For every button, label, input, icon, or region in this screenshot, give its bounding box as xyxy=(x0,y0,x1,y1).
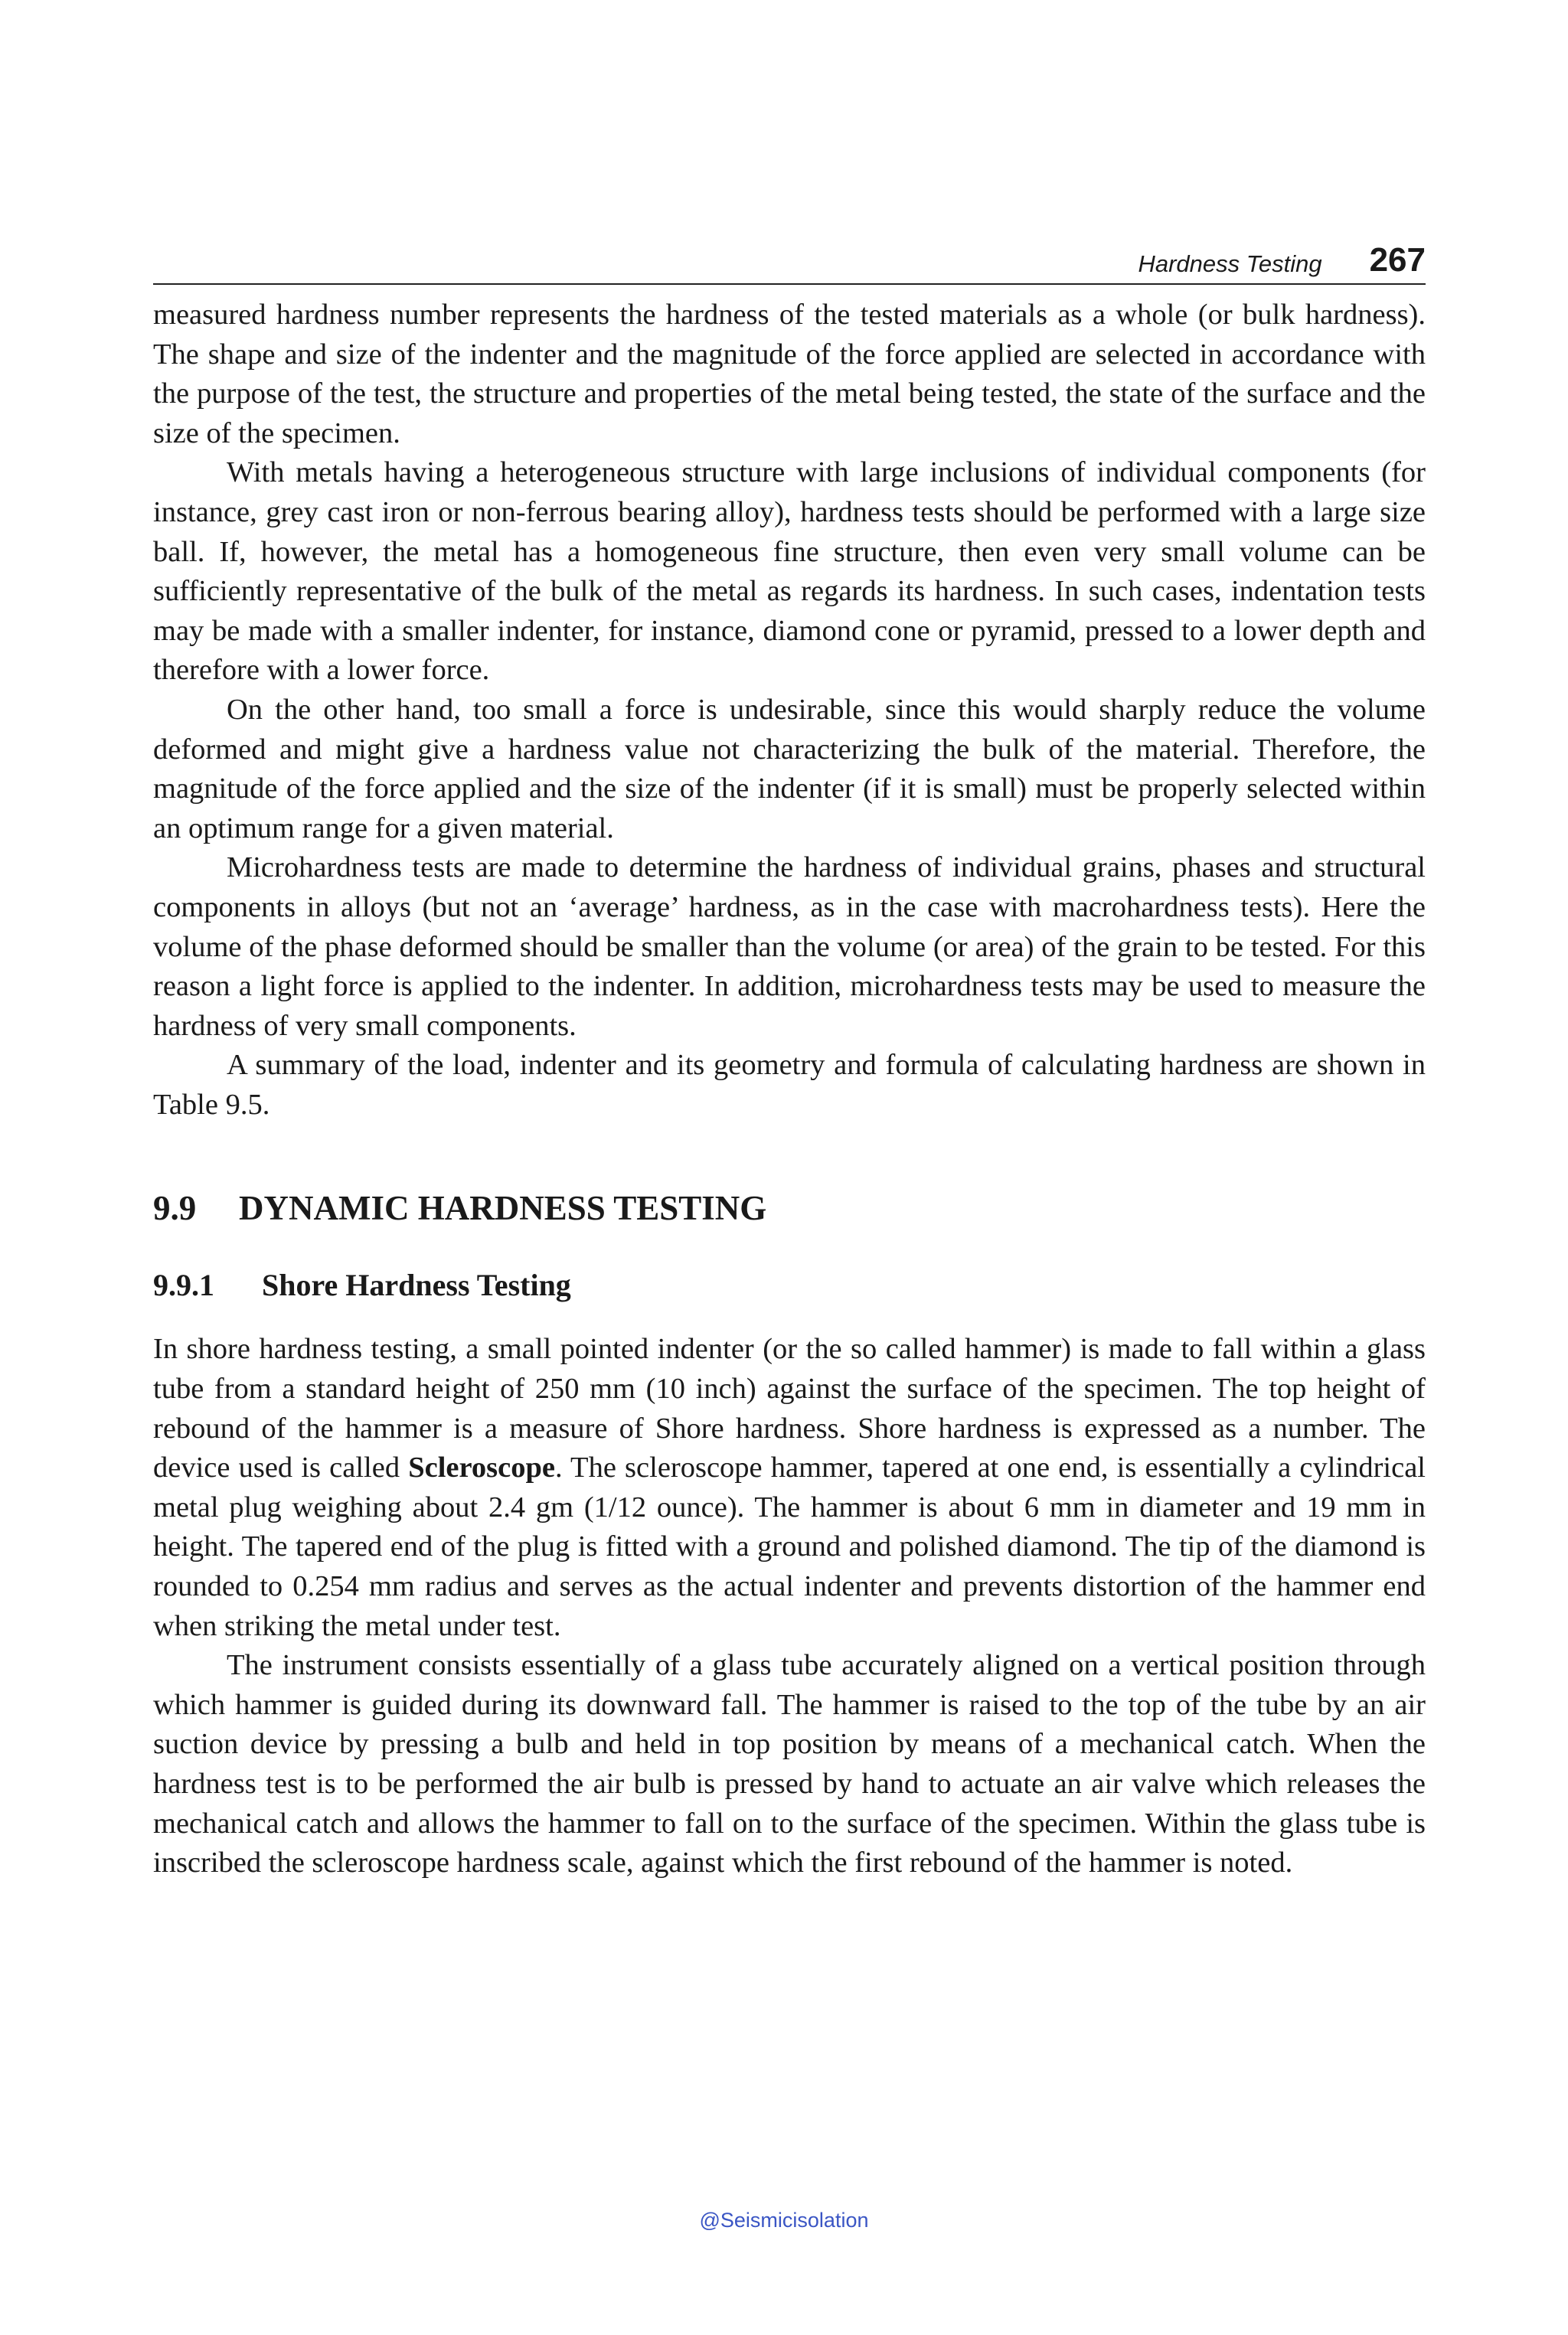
watermark xyxy=(0,2209,1568,2232)
subsection-heading xyxy=(153,1267,1426,1304)
section-heading xyxy=(153,1187,1426,1229)
paragraph-summary: A summary of the load, indenter and its geometry and formula of calculating hardness are shown in Table 9.5. xyxy=(153,1049,1426,1121)
book-page xyxy=(153,230,1426,1883)
section-title: DYNAMIC HARDNESS TESTING xyxy=(239,1189,767,1228)
subsection-title: Shore Hardness Testing xyxy=(262,1268,571,1303)
running-title: Hardness Testing xyxy=(1138,250,1322,277)
shore-text-after-bold: . The scleroscope hammer, tapered at one end, is essentially a cylindrical metal plug weighing about 2.4 gm (1/12 ounce). The hammer is about 6 mm in diameter and 19 mm in height. The tapered end of the plug is fitted with a ground and polished diamond. The tip of the diamond is rounded to 0.254 mm radius and serves as the actual indenter and prevents distortion of the hammer end when striking the metal under test. xyxy=(153,1452,1426,1642)
body-text-top xyxy=(153,296,1426,1125)
paragraph-heterogeneous-metals: With metals having a heterogeneous structure with large inclusions of individual components (for instance, grey cast iron or non-ferrous bearing alloy), hardness tests should be performed with a large size ball. If, however, the metal has a homogeneous fine structure, then even very small volume can be sufficiently representative of the bulk of the metal as regards its hardness. In such cases, indentation tests may be made with a smaller indenter, for instance, diamond cone or pyramid, pressed to a lower depth and therefore with a lower force. xyxy=(153,456,1426,687)
paragraph-instrument: The instrument consists essentially of a glass tube accurately aligned on a vertical position through which hammer is guided during its downward fall. The hammer is raised to the top of the tube by an air suction device by pressing a bulb and held in top position by means of a mechanical catch. When the hardness test is to be performed the air bulb is pressed by hand to actuate an air valve which releases the mechanical catch and allows the hammer to fall on to the surface of the specimen. Within the glass tube is inscribed the scleroscope hardness scale, against which the first rebound of the hammer is noted. xyxy=(153,1649,1426,1879)
body-text-shore xyxy=(153,1330,1426,1883)
running-header xyxy=(153,230,1426,285)
section-number: 9.9 xyxy=(153,1189,197,1228)
paragraph-bulk-hardness: measured hardness number represents the hardness of the tested materials as a whole (or bulk hardness). The shape and size of the indenter and the magnitude of the force applied are selected in accordance with the purpose of the test, the structure and properties of the metal being tested, the state of the surface and the size of the specimen. xyxy=(153,299,1426,449)
paragraph-shore-intro xyxy=(153,1330,1426,1646)
shore-text-before-bold: In shore hardness testing, a small pointed indenter (or the so called hammer) is made to fall within a glass tube from a standard height of 250 mm (10 inch) against the surface of the specimen. The top height of rebound of the hammer is a measure of Shore hardness. Shore hardness is expressed as a number. The device used is called xyxy=(153,1333,1426,1484)
page-number: 267 xyxy=(1369,241,1426,279)
scleroscope-term: Scleroscope xyxy=(408,1452,555,1484)
paragraph-microhardness: Microhardness tests are made to determine the hardness of individual grains, phases and structural components in alloys (but not an ‘average’ hardness, as in the case with macrohardness tests). Here the volume of the phase deformed should be smaller than the volume (or area) of the grain to be tested. For this reason a light force is applied to the indenter. In addition, microhardness tests may be used to measure the hardness of very small components. xyxy=(153,851,1426,1042)
subsection-number: 9.9.1 xyxy=(153,1268,214,1303)
watermark-text: @Seismicisolation xyxy=(699,2209,869,2232)
paragraph-small-force: On the other hand, too small a force is undesirable, since this would sharply reduce the volume deformed and might give a hardness value not characterizing the bulk of the material. Therefore, the magnitude of the force applied and the size of the indenter (if it is small) must be properly selected within an optimum range for a given material. xyxy=(153,693,1426,844)
